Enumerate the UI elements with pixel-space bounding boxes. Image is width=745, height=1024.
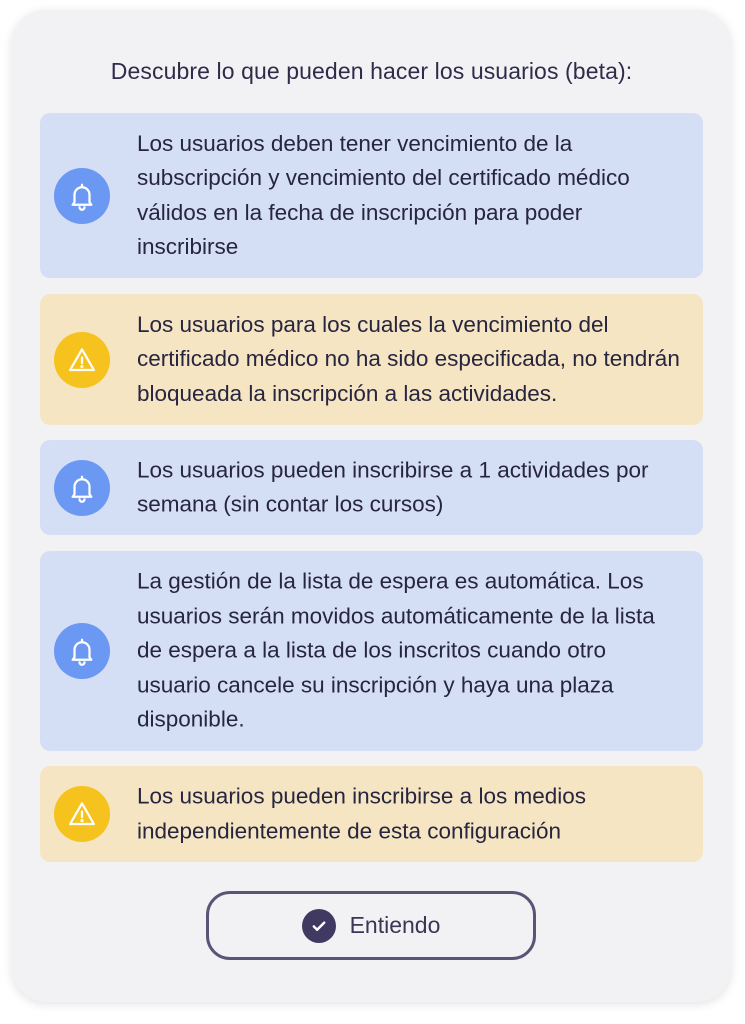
confirm-button-label: Entiendo: [349, 912, 441, 938]
notice-text: Los usuarios deben tener vencimiento de la subscripción y vencimiento del certificado médico válidos en la fecha de inscripción para poder inscribirse: [137, 130, 630, 260]
check-circle-icon: [302, 909, 336, 943]
notice-weekly-limit: [40, 440, 703, 535]
info-dialog: [12, 10, 731, 1002]
confirm-button[interactable]: [206, 891, 536, 960]
bell-icon: [54, 168, 110, 224]
warning-icon: [54, 786, 110, 842]
notice-text: Los usuarios pueden inscribirse a 1 actividades por semana (sin contar los cursos): [137, 456, 649, 517]
notice-media-enrollment: [40, 766, 703, 862]
notice-text: La gestión de la lista de espera es automática. Los usuarios serán movidos automáticamente de la lista de espera a la lista de los inscritos cuando otro usuario cancele su inscripción y haya una plaza disponible.: [137, 568, 655, 732]
bell-icon: [54, 623, 110, 679]
warning-icon: [54, 332, 110, 388]
notice-subscription-validity: [40, 113, 703, 278]
dialog-title: Descubre lo que pueden hacer los usuarios (beta):: [110, 58, 633, 84]
notice-unspecified-certificate: [40, 294, 703, 425]
notice-text: Los usuarios pueden inscribirse a los medios independientemente de esta configuración: [137, 783, 586, 843]
bell-icon: [54, 460, 110, 516]
notice-waitlist-management: [40, 551, 703, 751]
notice-text: Los usuarios para los cuales la vencimiento del certificado médico no ha sido especificada, no tendrán bloqueada la inscripción a las actividades.: [137, 311, 680, 406]
